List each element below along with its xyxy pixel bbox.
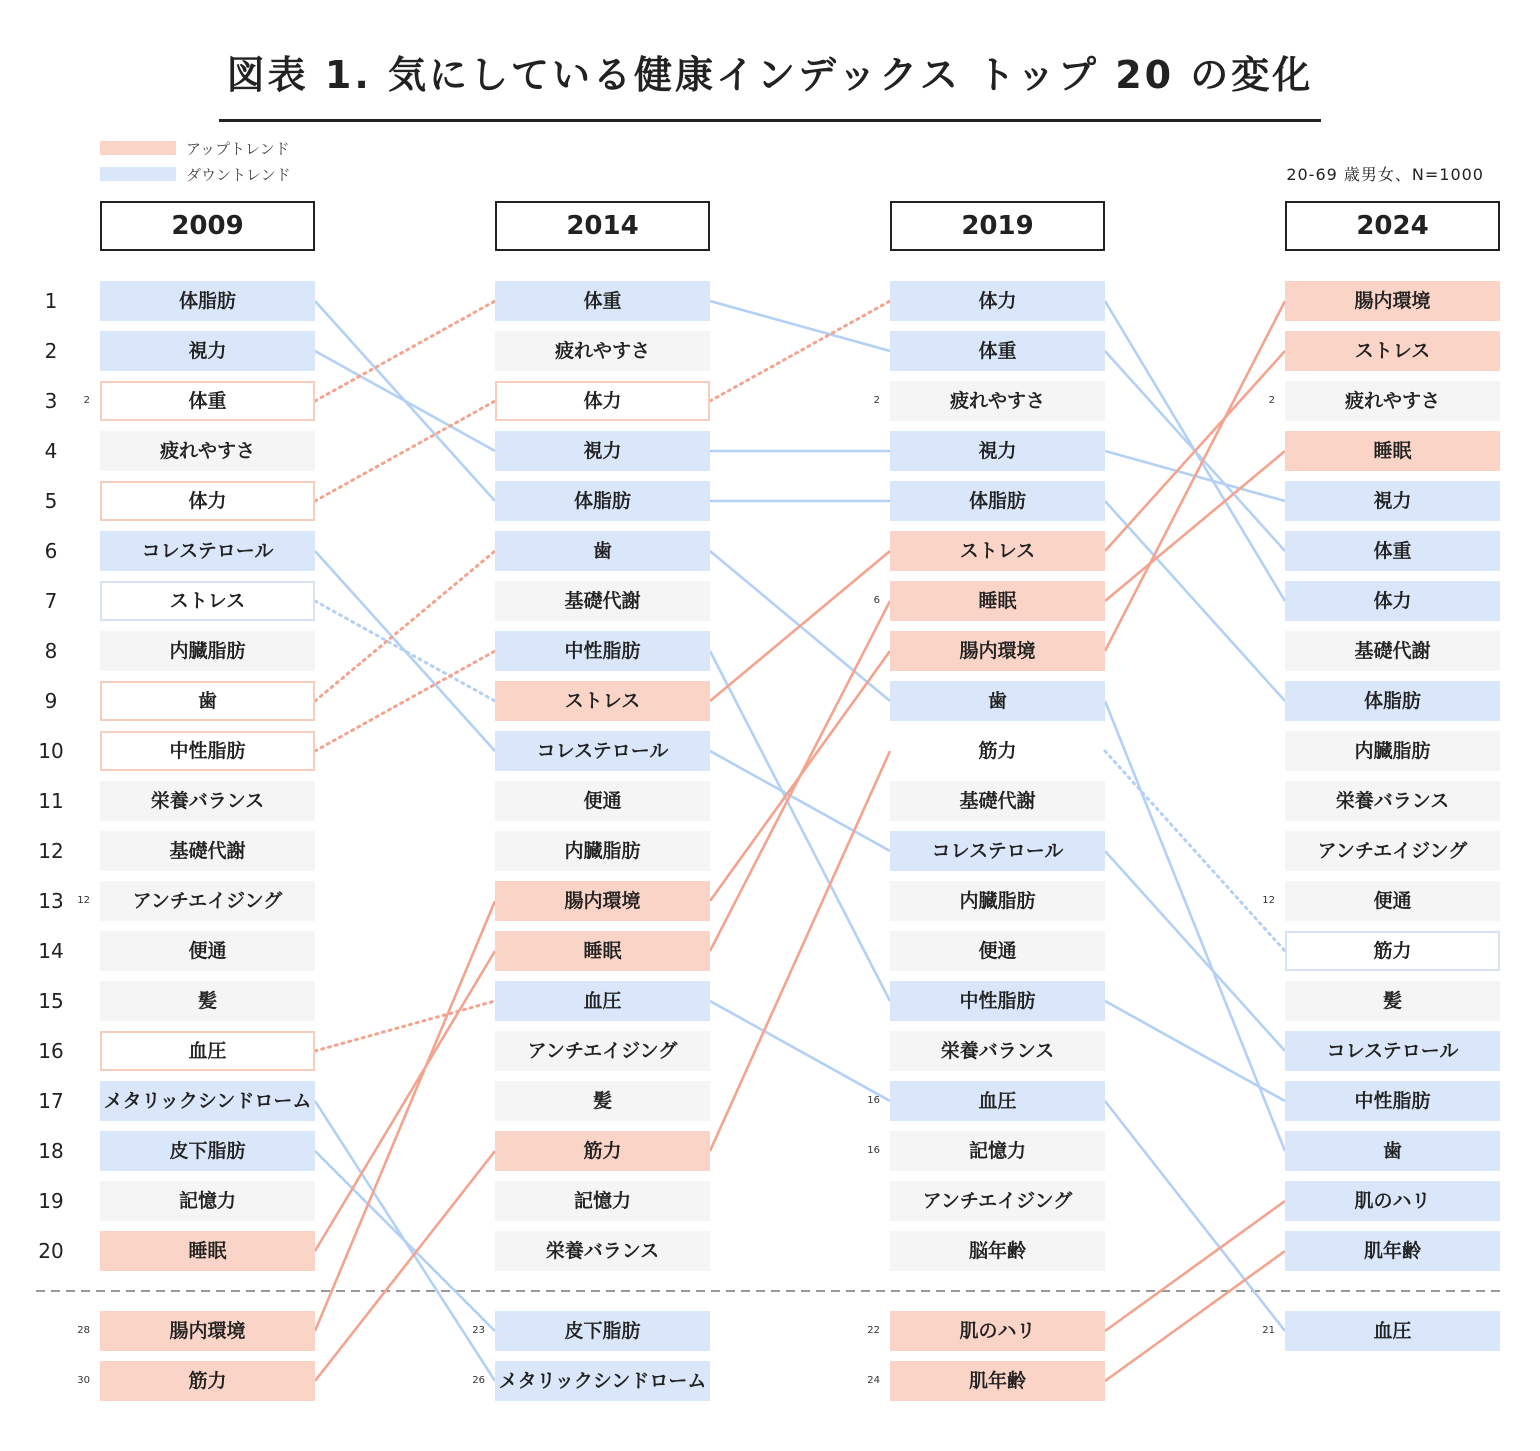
outside-rank-item: メタリックシンドローム xyxy=(495,1361,710,1401)
ranking-item: 肌年齢 xyxy=(1285,1231,1500,1271)
uptrend-link xyxy=(1105,301,1285,651)
outside-rank-item: 肌のハリ xyxy=(890,1311,1105,1351)
ranking-item: 内臓脂肪 xyxy=(890,881,1105,921)
rank-number: 7 xyxy=(44,589,58,613)
ranking-item: 筋力 xyxy=(1285,931,1500,971)
rank-number: 17 xyxy=(38,1089,64,1113)
year-header: 2019 xyxy=(890,201,1105,251)
ranking-item: 基礎代謝 xyxy=(890,781,1105,821)
year-header: 2009 xyxy=(100,201,315,251)
ranking-item: 髪 xyxy=(495,1081,710,1121)
ranking-item: 栄養バランス xyxy=(890,1031,1105,1071)
ranking-item: 内臓脂肪 xyxy=(495,831,710,871)
rank-number: 18 xyxy=(38,1139,64,1163)
ranking-item: アンチエイジング xyxy=(100,881,315,921)
ranking-item: 記憶力 xyxy=(495,1181,710,1221)
downtrend-link xyxy=(1105,851,1285,1051)
ranking-item: 中性脂肪 xyxy=(1285,1081,1500,1121)
ranking-item: 体重 xyxy=(1285,531,1500,571)
ranking-item: 睡眠 xyxy=(495,931,710,971)
ranking-item: 体重 xyxy=(890,331,1105,371)
previous-rank-note: 16 xyxy=(867,1095,880,1106)
rank-number: 10 xyxy=(38,739,64,763)
rank-number: 4 xyxy=(44,439,58,463)
ranking-item: 疲れやすさ xyxy=(495,331,710,371)
rank-number: 3 xyxy=(44,389,58,413)
ranking-item: 体脂肪 xyxy=(890,481,1105,521)
ranking-item: ストレス xyxy=(100,581,315,621)
downtrend-link xyxy=(710,301,890,351)
rank-number: 6 xyxy=(44,539,58,563)
rank-number: 8 xyxy=(44,639,58,663)
ranking-item: 体力 xyxy=(100,481,315,521)
rank-number: 11 xyxy=(38,789,64,813)
previous-rank-note: 12 xyxy=(1262,895,1275,906)
year-header: 2014 xyxy=(495,201,710,251)
uptrend-link xyxy=(710,301,890,401)
uptrend-link xyxy=(315,1001,495,1051)
ranking-item: 基礎代謝 xyxy=(100,831,315,871)
ranking-item: ストレス xyxy=(495,681,710,721)
ranking-item: コレステロール xyxy=(495,731,710,771)
ranking-item: 腸内環境 xyxy=(890,631,1105,671)
ranking-item: 皮下脂肪 xyxy=(100,1131,315,1171)
uptrend-link xyxy=(315,301,495,401)
ranking-item: 血圧 xyxy=(100,1031,315,1071)
ranking-item: 筋力 xyxy=(978,740,1017,762)
ranking-item: コレステロール xyxy=(100,531,315,571)
legend-downtrend-label: ダウントレンド xyxy=(186,166,291,184)
downtrend-link xyxy=(1105,751,1285,951)
uptrend-link xyxy=(315,951,495,1251)
rank-number: 1 xyxy=(44,289,58,313)
ranking-item: 疲れやすさ xyxy=(890,381,1105,421)
ranking-item: 疲れやすさ xyxy=(1285,381,1500,421)
ranking-item: 栄養バランス xyxy=(100,781,315,821)
ranking-item: 体力 xyxy=(1285,581,1500,621)
previous-rank-note: 2 xyxy=(83,395,90,406)
rank-number: 2 xyxy=(44,339,58,363)
ranking-item: 便通 xyxy=(495,781,710,821)
ranking-item: 視力 xyxy=(100,331,315,371)
ranking-item: アンチエイジング xyxy=(1285,831,1500,871)
downtrend-link xyxy=(710,1001,890,1101)
ranking-item: 体力 xyxy=(495,381,710,421)
outside-rank-item: 腸内環境 xyxy=(100,1311,315,1351)
year-header: 2024 xyxy=(1285,201,1500,251)
rank-number: 15 xyxy=(38,989,64,1013)
previous-rank-note: 26 xyxy=(472,1375,485,1386)
previous-rank-note: 12 xyxy=(77,895,90,906)
ranking-item: 肌のハリ xyxy=(1285,1181,1500,1221)
previous-rank-note: 2 xyxy=(873,395,880,406)
rank-number: 13 xyxy=(38,889,64,913)
ranking-item: コレステロール xyxy=(1285,1031,1500,1071)
ranking-item: 便通 xyxy=(100,931,315,971)
ranking-item: 体重 xyxy=(100,381,315,421)
previous-rank-note: 2 xyxy=(1268,395,1275,406)
uptrend-link xyxy=(710,601,890,951)
outside-rank-item: 皮下脂肪 xyxy=(495,1311,710,1351)
ranking-item: 筋力 xyxy=(495,1131,710,1171)
ranking-item: 視力 xyxy=(1285,481,1500,521)
ranking-item: 体力 xyxy=(890,281,1105,321)
previous-rank-note: 16 xyxy=(867,1145,880,1156)
ranking-item: 記憶力 xyxy=(100,1181,315,1221)
rank-number: 14 xyxy=(38,939,64,963)
downtrend-link xyxy=(315,1151,495,1331)
previous-rank-note: 28 xyxy=(77,1325,90,1336)
ranking-item: 髪 xyxy=(1285,981,1500,1021)
rank-number: 5 xyxy=(44,489,58,513)
ranking-item: アンチエイジング xyxy=(890,1181,1105,1221)
ranking-item: 基礎代謝 xyxy=(495,581,710,621)
ranking-item: 体脂肪 xyxy=(1285,681,1500,721)
previous-rank-note: 6 xyxy=(873,595,880,606)
ranking-item: 歯 xyxy=(1285,1131,1500,1171)
ranking-item: 歯 xyxy=(890,681,1105,721)
ranking-item: 内臓脂肪 xyxy=(1285,731,1500,771)
ranking-item: 視力 xyxy=(890,431,1105,471)
ranking-item: ストレス xyxy=(890,531,1105,571)
ranking-item: 便通 xyxy=(1285,881,1500,921)
ranking-item: 体重 xyxy=(495,281,710,321)
downtrend-link xyxy=(1105,701,1285,1151)
downtrend-link xyxy=(315,351,495,451)
ranking-item: 栄養バランス xyxy=(1285,781,1500,821)
outside-rank-item: 肌年齢 xyxy=(890,1361,1105,1401)
downtrend-link xyxy=(315,551,495,751)
outside-rank-item: 筋力 xyxy=(100,1361,315,1401)
ranking-item: 腸内環境 xyxy=(495,881,710,921)
ranking-item: 疲れやすさ xyxy=(100,431,315,471)
outside-rank-item: 血圧 xyxy=(1285,1311,1500,1351)
ranking-item: 中性脂肪 xyxy=(495,631,710,671)
ranking-item: 腸内環境 xyxy=(1285,281,1500,321)
uptrend-link xyxy=(315,551,495,701)
uptrend-link xyxy=(1105,1251,1285,1381)
ranking-item: アンチエイジング xyxy=(495,1031,710,1071)
ranking-item: 歯 xyxy=(495,531,710,571)
ranking-item: 基礎代謝 xyxy=(1285,631,1500,671)
uptrend-link xyxy=(315,401,495,501)
ranking-item: 中性脂肪 xyxy=(890,981,1105,1021)
ranking-item: メタリックシンドローム xyxy=(100,1081,315,1121)
ranking-item: 血圧 xyxy=(495,981,710,1021)
previous-rank-note: 30 xyxy=(77,1375,90,1386)
ranking-item: 睡眠 xyxy=(890,581,1105,621)
ranking-item: 脳年齢 xyxy=(890,1231,1105,1271)
downtrend-link xyxy=(710,751,890,851)
previous-rank-note: 21 xyxy=(1262,1325,1275,1336)
ranking-item: 髪 xyxy=(100,981,315,1021)
ranking-item: 睡眠 xyxy=(100,1231,315,1271)
rank-number: 16 xyxy=(38,1039,64,1063)
ranking-item: 体脂肪 xyxy=(495,481,710,521)
ranking-item: ストレス xyxy=(1285,331,1500,371)
ranking-item: 便通 xyxy=(890,931,1105,971)
chart-title: 図表 1. 気にしている健康インデックス トップ 20 の変化 xyxy=(226,53,1314,97)
ranking-item: 睡眠 xyxy=(1285,431,1500,471)
sample-note: 20-69 歳男女、N=1000 xyxy=(1286,165,1484,184)
legend-uptrend-label: アップトレンド xyxy=(186,140,290,158)
previous-rank-note: 23 xyxy=(472,1325,485,1336)
ranking-item: 内臓脂肪 xyxy=(100,631,315,671)
ranking-item: 体脂肪 xyxy=(100,281,315,321)
uptrend-link xyxy=(1105,1201,1285,1331)
ranking-item: 中性脂肪 xyxy=(100,731,315,771)
ranking-item: 歯 xyxy=(100,681,315,721)
ranking-item: 栄養バランス xyxy=(495,1231,710,1271)
downtrend-link xyxy=(1105,1001,1285,1101)
rank-number: 9 xyxy=(44,689,58,713)
rank-number: 12 xyxy=(38,839,64,863)
downtrend-link xyxy=(1105,1101,1285,1331)
previous-rank-note: 24 xyxy=(867,1375,880,1386)
rank-number: 20 xyxy=(38,1239,64,1263)
previous-rank-note: 22 xyxy=(867,1325,880,1336)
ranking-item: 視力 xyxy=(495,431,710,471)
ranking-item: 記憶力 xyxy=(890,1131,1105,1171)
uptrend-link xyxy=(315,651,495,751)
rank-number: 19 xyxy=(38,1189,64,1213)
ranking-item: 血圧 xyxy=(890,1081,1105,1121)
ranking-item: コレステロール xyxy=(890,831,1105,871)
